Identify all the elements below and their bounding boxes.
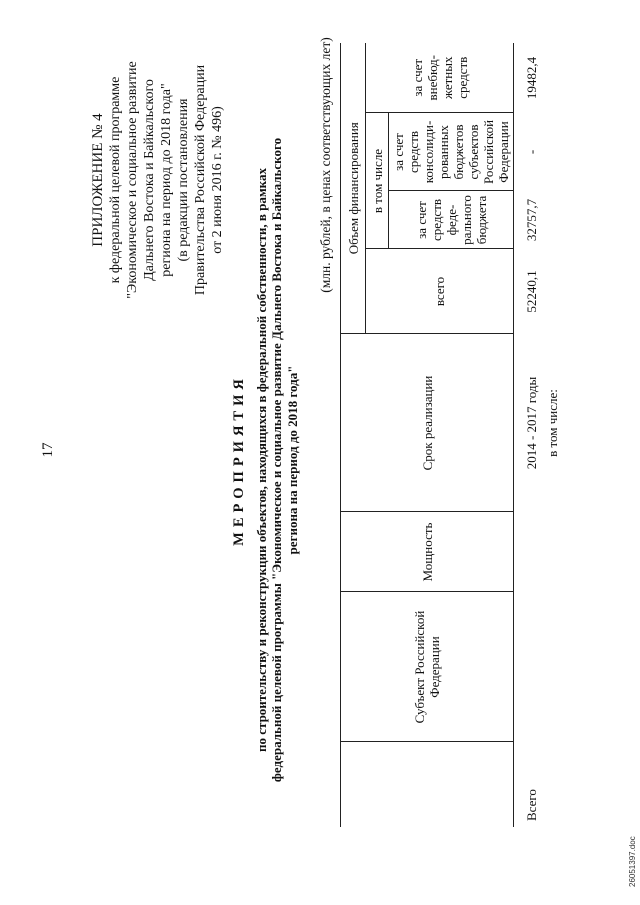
appendix-number: ПРИЛОЖЕНИЕ № 4 <box>90 113 106 247</box>
appendix-block <box>90 15 226 345</box>
row-including-label: в том числе: <box>545 389 560 457</box>
row-total-federal: 32757,7 <box>524 198 539 242</box>
page-number: 17 <box>40 442 56 458</box>
appendix-line: Правительства Российской Федерации <box>193 64 208 296</box>
header-funding: Объем финансирования <box>341 43 366 334</box>
title-line: региона на период до 2018 года" <box>284 365 300 555</box>
header-including: в том числе <box>366 113 389 249</box>
row-total-period: 2014 - 2017 годы <box>524 376 539 470</box>
row-total-label: Всего <box>524 789 539 821</box>
header-subject: Субъект Российской Федерации <box>341 592 514 742</box>
header-name <box>341 742 514 827</box>
document-title <box>232 85 300 835</box>
title-line: по строительству и реконструкции объектов, находящихся в федеральной собственности, в рамках <box>253 168 269 752</box>
header-total: всего <box>366 249 514 334</box>
file-name: 26051397.doc <box>628 836 637 887</box>
title-line: федеральной целевой программы "Экономическое и социальное развитие Дальнего Востока и Байкальского <box>269 137 284 783</box>
appendix-line: региона на период до 2018 года" <box>159 83 174 277</box>
funding-table <box>340 43 562 827</box>
row-total-regional: - <box>524 149 539 155</box>
title-heading: МЕРОПРИЯТИЯ <box>231 374 247 546</box>
appendix-line: к федеральной целевой программе <box>108 76 123 284</box>
row-total-extrabudget: 19482,4 <box>524 56 539 100</box>
units-note: (млн. рублей, в ценах соответствующих лет) <box>318 37 333 293</box>
appendix-line: (в редакции постановления <box>176 98 191 262</box>
header-capacity: Мощность <box>341 512 514 592</box>
appendix-line: Дальнего Востока и Байкальского <box>142 79 157 281</box>
header-extrabudget: за счет внебюд-жетных средств <box>366 43 514 113</box>
header-period: Срок реализации <box>341 334 514 512</box>
row-total-sum: 52240,1 <box>524 270 539 313</box>
header-federal: за счет средств феде-рального бюджета <box>389 191 514 249</box>
appendix-line: "Экономическое и социальное развитие <box>125 61 140 299</box>
appendix-line: от 2 июня 2016 г. № 496) <box>210 106 225 254</box>
header-regional: за счет средств консолиди-рованных бюджетов субъектов Российской Федерации <box>389 113 514 191</box>
